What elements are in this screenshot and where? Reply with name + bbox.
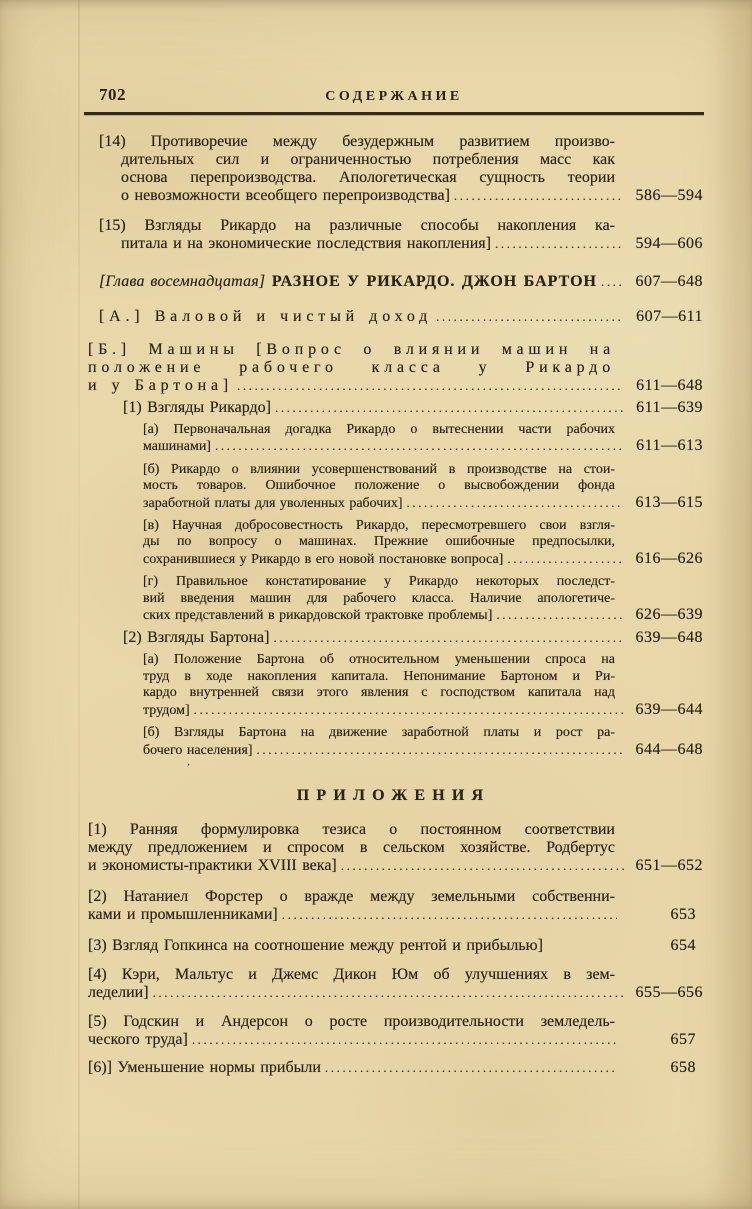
dot-leader — [237, 377, 624, 395]
page-range: 651—652 — [635, 856, 703, 874]
entry-text: питала и на экономические последствия накопления] — [121, 235, 491, 252]
toc-entry — [99, 273, 703, 291]
toc-entry — [88, 821, 703, 875]
entry-text: [3) Взгляд Гопкинса на соотношение между рентой и прибылью] — [88, 936, 543, 954]
toc-entry-line — [99, 308, 703, 326]
toc-entry-line — [88, 937, 703, 955]
entry-text: о невозможности всеобщего перепроизводства] — [121, 187, 450, 204]
chapter-italic: [Глава восемнадцатая] — [99, 273, 266, 290]
toc-list — [0, 133, 752, 1077]
toc-entry-line: [б) Рикардо о влиянии усовершенствований в производстве на стои- — [143, 461, 615, 477]
toc-entry — [88, 341, 703, 395]
toc-entry-line — [88, 984, 703, 1002]
dot-leader — [282, 906, 617, 924]
entry-text: машинами] — [143, 439, 211, 455]
toc-entry-line — [143, 551, 703, 568]
page-range: 639—648 — [635, 629, 703, 647]
toc-entry-line: [1) Ранняя формулировка тезиса о постоянном соответствии — [88, 820, 615, 838]
page-range: 655—656 — [635, 983, 703, 1001]
toc-entry-line — [121, 187, 703, 205]
dot-leader — [275, 399, 624, 417]
toc-entry — [123, 399, 703, 417]
dot-leader — [192, 1031, 617, 1049]
entry-text: леделии] — [88, 983, 149, 1001]
entry-text: [6)] Уменьшение нормы прибыли — [88, 1058, 321, 1076]
dot-leader — [436, 308, 624, 326]
page-title: СОДЕРЖАНИЕ — [325, 89, 463, 104]
toc-entry-line: [а) Положение Бартона об относительном уменьшении спроса на — [143, 652, 615, 668]
page-range: 653 — [670, 905, 696, 923]
dot-leader — [507, 551, 624, 568]
dot-leader — [496, 607, 624, 624]
dot-leader — [601, 273, 624, 291]
entry-text: бочего населения] — [143, 742, 253, 758]
entry-text: трудом] — [143, 702, 190, 718]
page-range: 613—615 — [635, 493, 703, 511]
ink-speck: ’ — [184, 761, 191, 775]
toc-entry-line — [143, 742, 703, 759]
entry-text: ками и промышленниками] — [88, 905, 278, 923]
toc-entry — [99, 217, 703, 253]
toc-entry-line: [4) Кэри, Мальтус и Джемс Дикон Юм об улучшениях в зем- — [88, 965, 615, 983]
toc-entry — [88, 1013, 703, 1049]
toc-entry-line: ды по вопросу о машинах. Прежние ошибочные предпосылки, — [143, 534, 615, 550]
toc-entry-line: [б) Взгляды Бартона на движение заработной платы и рост ра- — [143, 725, 615, 741]
toc-entry-line: [Б.] Машины [Вопрос о влиянии машин на — [88, 341, 615, 358]
entry-text: и экономисты-практики XVIII века] — [88, 856, 337, 874]
page-range: 611—639 — [636, 399, 703, 416]
appendix-heading: ПРИЛОЖЕНИЯ — [296, 786, 491, 804]
chapter-caps: РАЗНОЕ У РИКАРДО. ДЖОН БАРТОН — [265, 273, 597, 290]
toc-entry-line: кардо внутренней связи этого явления с господством капитала над — [143, 685, 615, 701]
toc-entry — [88, 937, 703, 955]
page-range: 626—639 — [635, 606, 703, 624]
toc-entry-line: [5) Годскин и Андерсон о росте производительности земледель- — [88, 1012, 615, 1030]
dot-leader — [407, 495, 625, 512]
toc-entry-line: мость товаров. Ошибочное положение о высвобождении фонда — [143, 478, 615, 494]
toc-entry-line: положение рабочего класса у Рикардо — [88, 359, 615, 376]
dot-leader — [257, 742, 625, 759]
toc-entry — [88, 966, 703, 1002]
page-range: 607—648 — [635, 273, 703, 290]
toc-entry-line: дительных сил и ограниченностью потребления масс как — [121, 151, 615, 168]
toc-entry-line: [2) Натаниел Форстер о вражде между земельными собственни- — [88, 887, 615, 905]
dot-leader — [454, 187, 624, 205]
dot-leader — [341, 857, 624, 875]
toc-entry-line: [14) Противоречие между безудержным развитием произво- — [99, 133, 615, 150]
toc-entry-line — [121, 235, 703, 253]
toc-entry-line: [г) Правильное констатирование у Рикардо некоторых последст- — [143, 574, 615, 590]
page-range: 654 — [670, 936, 696, 954]
dot-leader — [215, 438, 624, 455]
toc-entry — [143, 422, 703, 456]
dot-leader — [153, 984, 624, 1002]
toc-entry — [143, 574, 703, 624]
toc-entry-line: вий введения машин для рабочего класса. Наличие апологетиче- — [143, 590, 615, 606]
toc-entry-line: между предложением и спросом в сельском хозяйстве. Родбертус — [88, 838, 615, 856]
toc-entry-line — [99, 273, 703, 291]
page-number: 702 — [99, 85, 126, 104]
toc-entry-line — [88, 906, 703, 924]
entry-text — [99, 273, 597, 291]
page-range: 594—606 — [635, 235, 703, 252]
header-rule — [84, 112, 704, 115]
page-range: 658 — [670, 1058, 696, 1076]
toc-entry-line — [88, 1031, 703, 1049]
entry-text: [1) Взгляды Рикардо] — [123, 399, 271, 416]
toc-entry-line: [а) Первоначальная догадка Рикардо о вытеснении части рабочих — [143, 422, 615, 437]
entry-text: сохранившиеся у Рикардо в его новой постановке вопроса] — [143, 551, 504, 567]
toc-entry-line — [88, 377, 703, 395]
dot-leader — [194, 702, 624, 719]
dot-leader — [273, 629, 624, 647]
toc-entry — [88, 888, 703, 924]
toc-entry — [99, 133, 703, 205]
entry-text: ских представлений в рикардовской трактовке проблемы] — [143, 608, 493, 624]
page-range: 607—611 — [636, 308, 703, 325]
dot-leader — [495, 235, 624, 253]
toc-entry-line — [123, 629, 703, 647]
toc-entry — [99, 308, 703, 326]
toc-entry-line — [143, 438, 703, 455]
toc-entry-line: [в) Научная добросовестность Рикардо, пересмотревшего свои взгля- — [143, 518, 615, 534]
toc-entry-line: труд в ходе накопления капитала. Непонимание Бартоном и Ри- — [143, 668, 615, 684]
toc-entry — [143, 518, 703, 568]
page-range: 657 — [670, 1030, 696, 1048]
page-range: 644—648 — [635, 740, 703, 758]
page-range: 611—648 — [636, 377, 703, 394]
toc-entry-line: [15) Взгляды Рикардо на различные способы накопления ка- — [99, 217, 615, 234]
page-range: 616—626 — [635, 549, 703, 567]
toc-entry-line — [143, 702, 703, 719]
toc-entry-line — [88, 857, 703, 875]
entry-text: и у Бартона] — [88, 377, 234, 394]
toc-entry — [143, 725, 703, 759]
toc-entry-line: основа перепроизводства. Апологетическая сущность теории — [121, 169, 615, 186]
entry-text: [2) Взгляды Бартона] — [123, 629, 270, 647]
toc-entry — [143, 652, 703, 719]
toc-entry-line — [143, 607, 703, 624]
toc-entry-line — [143, 495, 703, 512]
page-range: 639—644 — [635, 700, 703, 718]
page-range: 611—613 — [636, 437, 703, 455]
entry-text: [А.] Валовой и чистый доход — [99, 308, 433, 325]
toc-entry-line — [123, 399, 703, 417]
toc-entry — [88, 1059, 703, 1077]
toc-entry — [143, 462, 703, 512]
toc-entry — [123, 629, 703, 647]
entry-text: заработной платы для уволенных рабочих] — [143, 495, 403, 511]
page-range: 586—594 — [635, 187, 703, 204]
dot-leader — [325, 1059, 617, 1077]
toc-entry-line — [88, 1059, 703, 1077]
entry-text: ческого труда] — [88, 1030, 188, 1048]
